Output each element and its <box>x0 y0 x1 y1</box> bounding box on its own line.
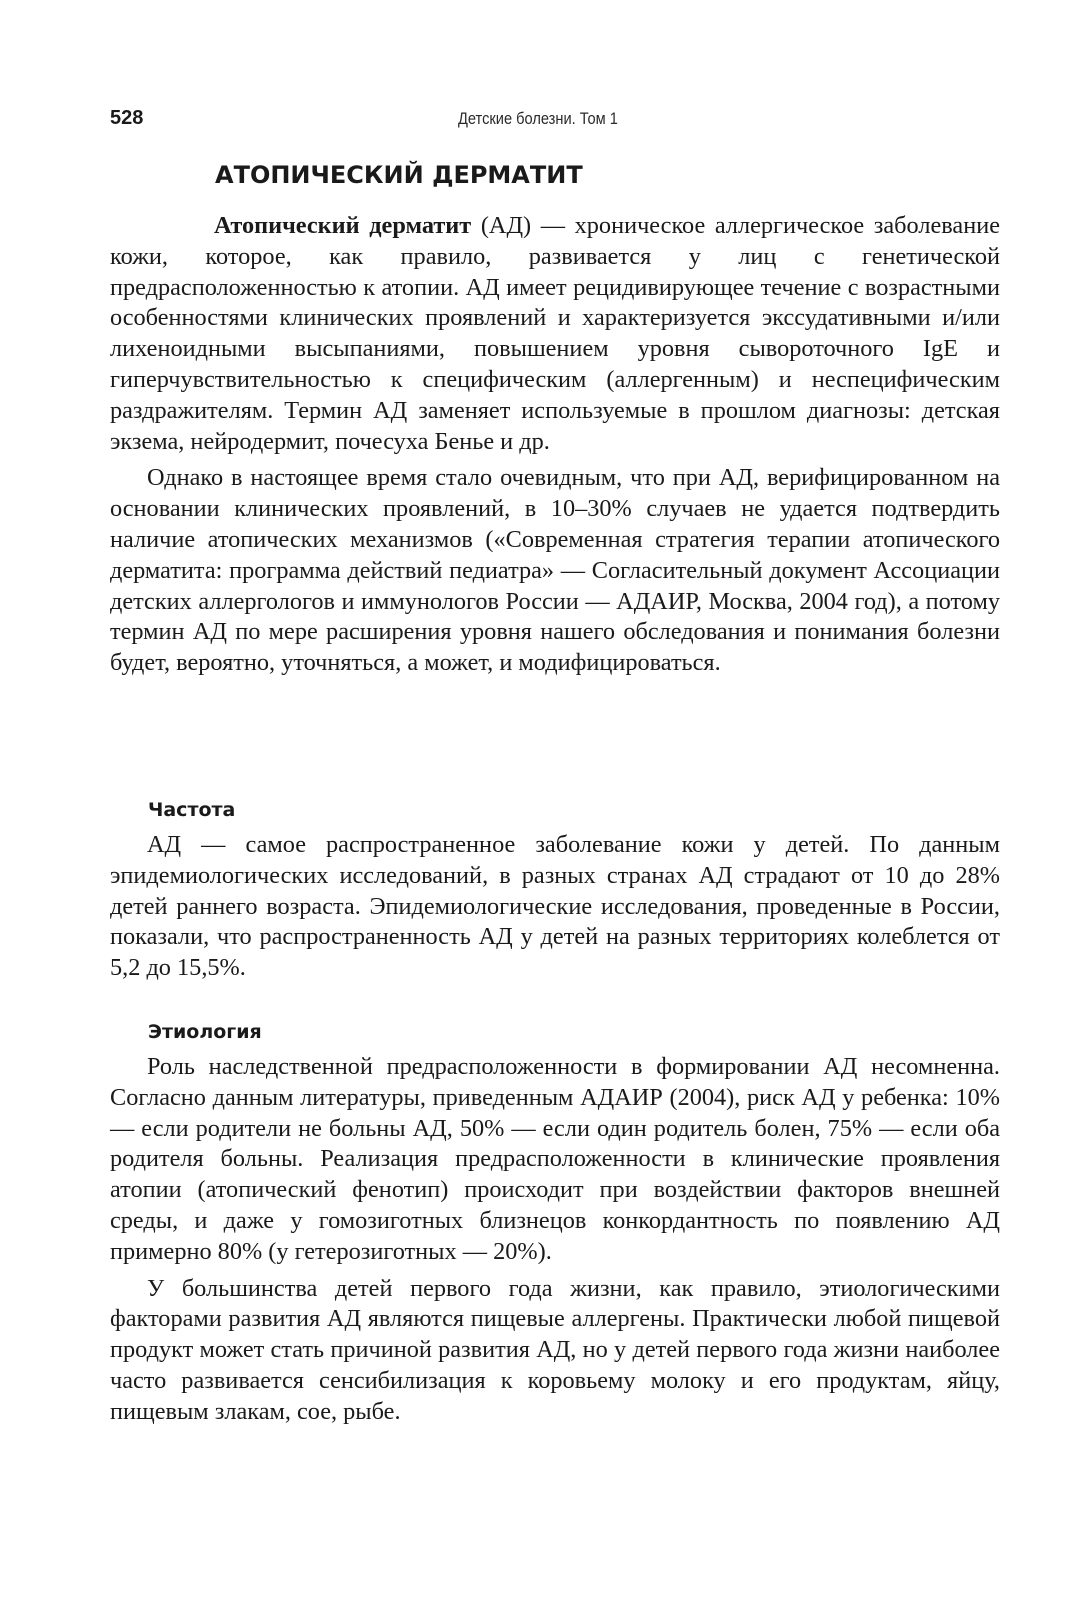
intro-paragraph-2: Однако в настоящее время стало очевидным, что при АД, верифицированном на основании клинических проявлений, в 10–30% случаев не удается подтвердить наличие атопических механизмов («Современная стратегия терапии атопического дерматита: программа действий педиатра» — Согласительный документ Ассоциации детских аллергологов и иммунологов России — АДАИР, Москва, 2004 год), а потому термин АД по мере расширения уровня нашего обследования и понимания болезни будет, вероятно, уточняться, а может, и модифицироваться. <box>110 464 1000 677</box>
running-title: Детские болезни. Том 1 <box>458 109 618 128</box>
frequency-section <box>110 830 1000 984</box>
section-heading-etiology: Этиология <box>148 1021 262 1043</box>
etiology-paragraph-2: У большинства детей первого года жизни, как правило, этиологическими факторами развития АД являются пищевые аллергены. Практически любой пищевой продукт может стать причиной развития АД, но у детей первого года жизни наиболее часто развивается сенсибилизация к коровьему молоку и его продуктам, яйцу, пищевым злакам, сое, рыбе. <box>110 1274 1000 1425</box>
intro-section <box>110 211 1000 679</box>
etiology-section <box>110 1052 1000 1428</box>
intro-paragraph-1 <box>110 211 1000 457</box>
running-head <box>110 106 1000 136</box>
intro-paragraph-1-text: (АД) — хроническое аллергическое заболевание кожи, которое, как правило, развивается у лиц с генетической предрасположенностью к атопии. АД имеет рецидивирующее течение с возрастными особенностями клинических проявлений и характеризуется экссудативными и/или лихеноидными высыпаниями, повышением уровня сывороточного IgE и гиперчувствительностью к специфическим (аллергенным) и неспецифическим раздражителям. Термин АД заменяет используемые в прошлом диагнозы: детская экзема, нейродермит, почесуха Бенье и др. <box>110 212 1000 455</box>
defined-term: Атопический дерматит <box>214 212 472 239</box>
frequency-paragraph-1: АД — самое распространенное заболевание кожи у детей. По данным эпидемиологических исследований, в разных странах АД страдают от 10 до 28% детей раннего возраста. Эпидемиологические исследования, проведенные в России, показали, что распространенность АД у детей на разных территориях колеблется от 5,2 до 15,5%. <box>110 831 1000 982</box>
chapter-title: АТОПИЧЕСКИЙ ДЕРМАТИТ <box>215 161 583 189</box>
page-number: 528 <box>110 107 144 129</box>
section-heading-frequency: Частота <box>148 799 236 821</box>
etiology-paragraph-1: Роль наследственной предрасположенности в формировании АД несомненна. Согласно данным литературы, приведенным АДАИР (2004), риск АД у ребенка: 10% — если родители не больны АД, 50% — если один родитель болен, 75% — если оба родителя больны. Реализация предрасположенности в клинические проявления атопии (атопический фенотип) происходит при воздействии факторов внешней среды, и даже у гомозиготных близнецов конкордантность по появлению АД примерно 80% (у гетерозиготных — 20%). <box>110 1053 1000 1265</box>
